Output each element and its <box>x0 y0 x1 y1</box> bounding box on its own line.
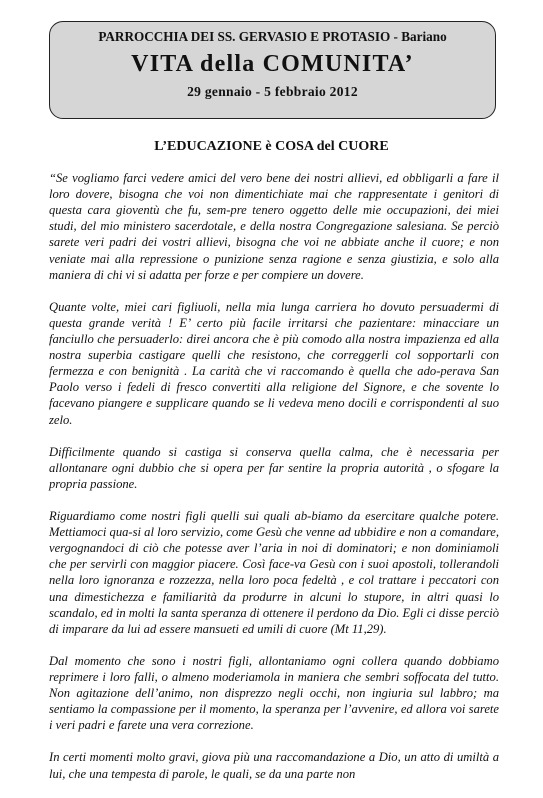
header-box <box>49 21 496 119</box>
paragraph: Quante volte, miei cari figliuoli, nella mia lunga carriera ho dovuto persuadermi di questa grande verità ! E’ certo più facile irritarsi che pazientare: minacciare un fanciullo che persuaderlo: direi ancora che è più comodo alla nostra impazienza ed alla nostra superbia castigare quelli che resistono, che correggerli col sopportarli con fermezza e con benignità . La carità che vi raccomando è quella che ado-perava San Paolo verso i fedeli di fresco convertiti alla religione del Signore, e che sovente lo facevano piangere e supplicare quando se li vedeva meno docili e corrispondenti al suo zelo. <box>49 299 499 427</box>
issue-date: 29 gennaio - 5 febbraio 2012 <box>187 84 358 99</box>
paragraph: Difficilmente quando si castiga si conserva quella calma, che è necessaria per allontanare ogni dubbio che si opera per far sentire la propria autorità , o sfogare la propria passione. <box>49 444 499 491</box>
article-title: L’EDUCAZIONE è COSA del CUORE <box>154 139 389 154</box>
paragraph: Riguardiamo come nostri figli quelli sui quali ab-biamo da esercitare qualche potere. Mettiamoci qua-si al loro servizio, come Gesù che venne ad ubbidire e non a comandare, vergognandoci di ciò che potesse aver l’aria in noi di dominatori; e non dominiamoli che per servirli con maggior piacere. Così face-va Gesù con i suoi apostoli, tollerandoli nella loro ignoranza e rozzezza, nella loro poca fedeltà , e col trattare i peccatori con una dimestichezza e familiarità da produrre in alcuni lo stupore, in altri quasi lo scandalo, ed in molti la santa speranza di ottenere il perdono da Dio. Egli ci disse perciò di imparare da lui ad essere mansueti ed umili di cuore (Mt 11,29). <box>49 509 499 636</box>
paragraph: In certi momenti molto gravi, giova più una raccomandazione a Dio, un atto di umiltà a lui, che una tempesta di parole, le quali, se da una parte non <box>49 750 499 781</box>
parish-name: PARROCCHIA DEI SS. GERVASIO E PROTASIO - Bariano <box>98 29 447 44</box>
article-body <box>49 154 499 798</box>
paragraph: Dal momento che sono i nostri figli, allontaniamo ogni collera quando dobbiamo reprimere i loro falli, o almeno moderiamola in maniera che sembri soffocata del tutto. Non agitazione dell’animo, non disprezzo negli occhi, non ingiuria sul labbro; ma sentiamo la compassione per il momento, la speranza per l’avvenire, ed allora voi sarete i veri padri e farete una vera correzione. <box>49 653 499 733</box>
bulletin-title: VITA della COMUNITA’ <box>131 51 414 77</box>
paragraph: “Se vogliamo farci vedere amici del vero bene dei nostri allievi, ed obbligarli a fare il loro dovere, bisogna che voi non dimentichiate mai che rappresentate i genitori di questa cara gioventù che fu, sem-pre tenero oggetto delle mie occupazioni, dei miei studi, del mio ministero sacerdotale, e della nostra Congregazione salesiana. Se perciò sarete veri padri dei vostri allievi, bisogna che voi ne abbiate anche il cuore; e non veniate mai alla repressione o punizione senza ragione e senza giustizia, e solo alla maniera di chi vi si adatta per forze e per compiere un dovere. <box>49 171 499 282</box>
